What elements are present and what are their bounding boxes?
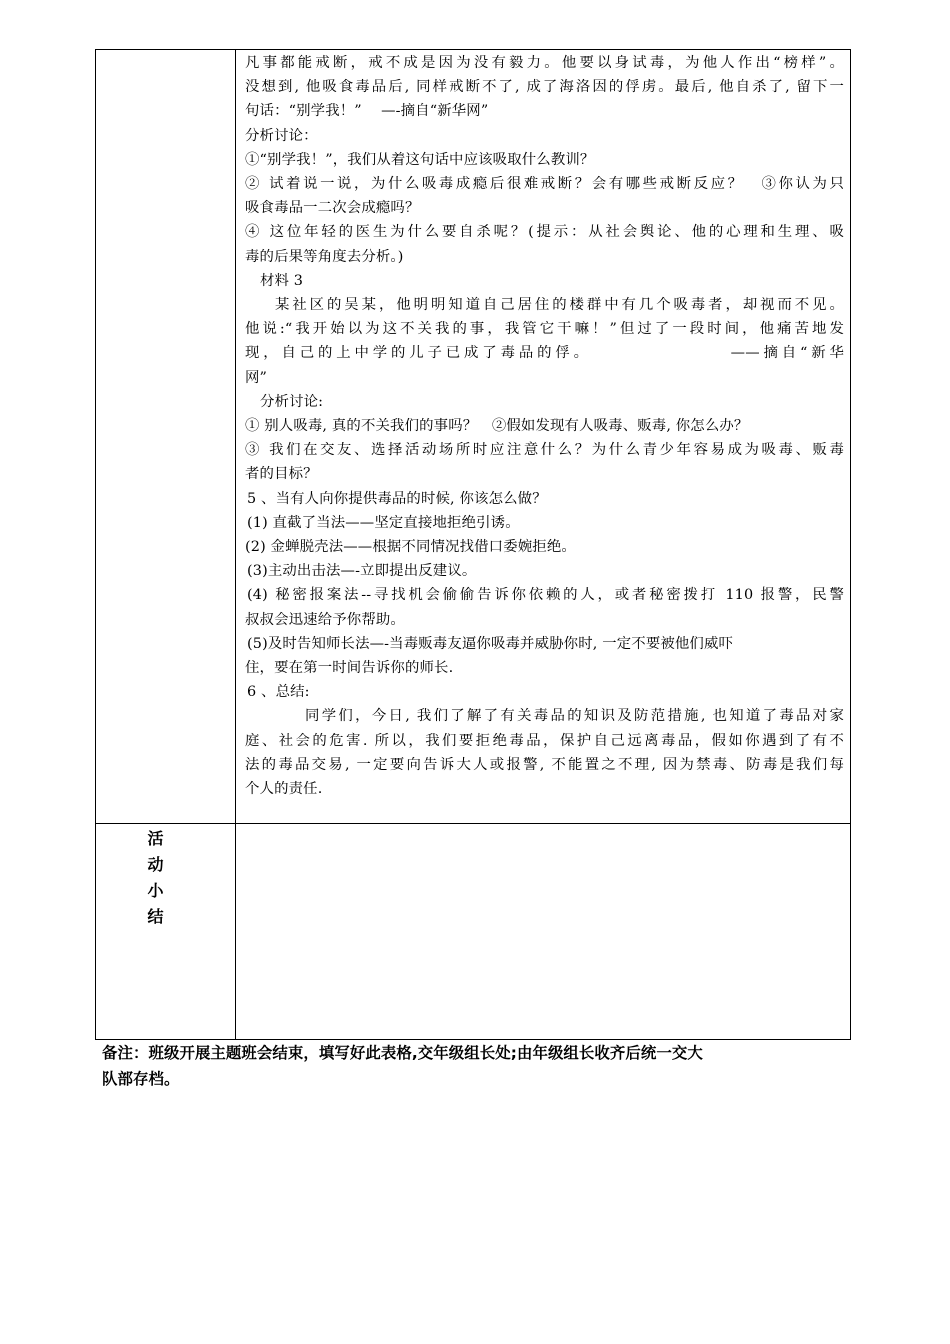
text-line: 住，要在第一时间告诉你的师长. <box>245 660 454 677</box>
text-line: 他说:“我开始以为这不关我的事，我管它干嘛！”但过了一段时间，他痛苦地发 <box>245 321 844 338</box>
material-3-heading: 材料 3 <box>260 272 304 289</box>
activity-summary-content[interactable] <box>236 824 850 1039</box>
text-line: ② 试着说一说，为什么吸毒成瘾后很难戒断？会有哪些戒断反应？ ③你认为只 <box>245 176 844 193</box>
text-line: 吸食毒品一二次会成瘾吗？ <box>245 200 420 217</box>
content-row-label-cell <box>96 50 236 823</box>
text-line: 同学们，今日, 我们了解了有关毒品的知识及防范措施, 也知道了毒品对家 <box>305 708 844 725</box>
text-line: ①“别学我！”，我们从着这句话中应该吸取什么教训？ <box>245 151 595 168</box>
text-line: 分析讨论： <box>245 127 318 144</box>
text-line: 句话：“别学我！” —-摘自“新华网” <box>245 103 489 120</box>
section-6-heading: 6 、总结: <box>247 684 310 701</box>
text-line: (5)及时告知师长法—-当毒贩毒友逼你吸毒并威胁你时, 一定不要被他们威吓 <box>247 635 734 652</box>
text-line: 毒的后果等角度去分析。) <box>245 248 404 265</box>
text-line: 分析讨论: <box>260 393 324 410</box>
footer-note <box>102 1040 850 1092</box>
summary-label-char: 小 <box>147 881 164 900</box>
text-line: 叔叔会迅速给予你帮助。 <box>245 611 405 628</box>
text-line: 者的目标？ <box>245 466 318 483</box>
text-line: (3)主动出击法—-立即提出反建议。 <box>247 563 477 580</box>
text-line: 法的毒品交易, 一定要向告诉大人或报警, 不能置之不理, 因为禁毒、防毒是我们每 <box>245 756 844 773</box>
text-line: (4) 秘密报案法--寻找机会偷偷告诉你依赖的人，或者秘密拨打 110 报警，民警 <box>247 587 844 604</box>
content-row <box>96 50 850 823</box>
summary-label-char: 活 <box>147 829 164 848</box>
text-line: (1) 直截了当法——坚定直接地拒绝引诱。 <box>247 514 520 531</box>
text-line: 个人的责任. <box>245 781 323 798</box>
section-5-heading: 5 、当有人向你提供毒品的时候, 你该怎么做？ <box>247 490 547 507</box>
text-line: 庭、社会的危害. 所以，我们要拒绝毒品，保护自己远离毒品，假如你遇到了有不 <box>245 732 844 749</box>
footer-note-line: 备注：班级开展主题班会结束，填写好此表格,交年级组长处;由年级组长收齐后统一交大 <box>102 1044 703 1062</box>
activity-summary-label <box>96 824 236 1039</box>
text-line: 现，自己的上中学的儿子已成了毒品的俘。 ——摘自“新华 <box>245 345 844 362</box>
text-line: ④ 这位年轻的医生为什么要自杀呢？(提示：从社会舆论、他的心理和生理、吸 <box>245 224 844 241</box>
text-line: 凡事都能戒断，戒不成是因为没有毅力。他要以身试毒，为他人作出“榜样”。 <box>245 55 844 71</box>
text-line: 没想到, 他吸食毒品后, 同样戒断不了, 成了海洛因的俘虏。最后, 他自杀了, 留下一 <box>245 79 844 96</box>
summary-label-char: 结 <box>147 907 164 926</box>
activity-summary-row <box>96 823 850 1039</box>
activity-content-cell <box>236 50 850 823</box>
activity-record-table <box>95 49 851 1040</box>
text-line: (2) 金蝉脱壳法——根据不同情况找借口委婉拒绝。 <box>245 539 576 556</box>
footer-note-line: 队部存档。 <box>102 1070 180 1088</box>
text-line: ③ 我们在交友、选择活动场所时应注意什么？为什么青少年容易成为吸毒、贩毒 <box>245 442 844 459</box>
text-line: 网” <box>245 369 268 386</box>
summary-label-char: 动 <box>147 855 164 874</box>
text-line: 某社区的吴某，他明明知道自己居住的楼群中有几个吸毒者，却视而不见。 <box>275 297 844 314</box>
text-line: ① 别人吸毒, 真的不关我们的事吗？ ②假如发现有人吸毒、贩毒, 你怎么办？ <box>245 418 749 435</box>
